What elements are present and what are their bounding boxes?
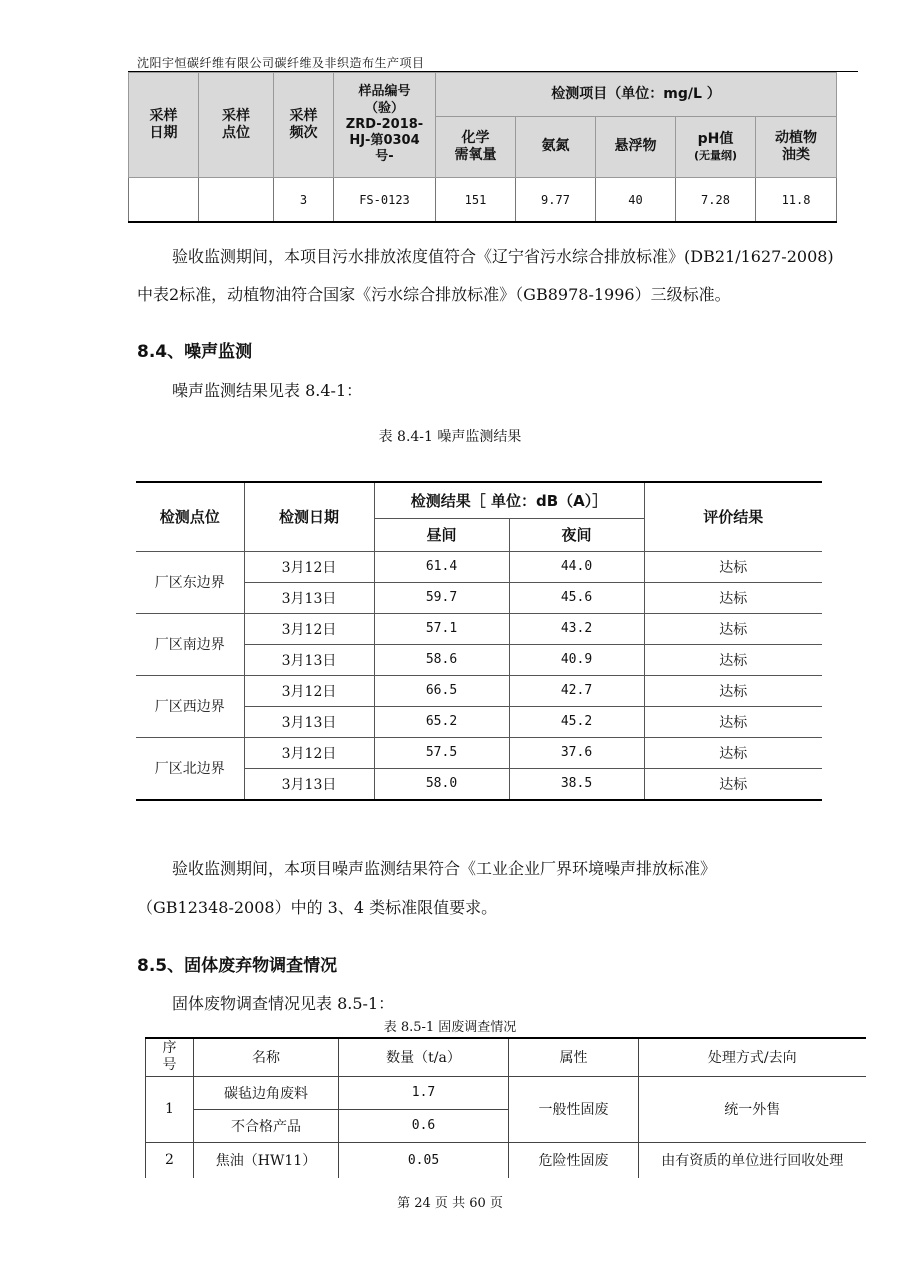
table-row [136, 551, 822, 582]
water-conclusion-line1: 验收监测期间，本项目污水排放浓度值符合《辽宁省污水综合排放标准》(DB21/1627-2008) [172, 247, 834, 266]
cell-waste-qty: 1.7 [339, 1076, 509, 1109]
cell-noise-point: 厂区西边界 [136, 675, 244, 737]
header-noise-date: 检测日期 [244, 482, 374, 551]
cell-ph: 7.28 [676, 178, 756, 223]
header-noise-day: 昼间 [374, 518, 509, 551]
cell-noise-night: 45.2 [509, 706, 644, 737]
cell-noise-day: 66.5 [374, 675, 509, 706]
cell-noise-day: 58.0 [374, 768, 509, 800]
cell-waste-name: 碳毡边角废料 [194, 1076, 339, 1109]
cell-noise-night: 42.7 [509, 675, 644, 706]
cell-waste-disposal: 由有资质的单位进行回收处理 [639, 1142, 866, 1178]
cell-waste-qty: 0.6 [339, 1109, 509, 1142]
water-quality-table [128, 72, 837, 223]
cell-noise-day: 57.1 [374, 613, 509, 644]
header-ammonia: 氨氮 [516, 117, 596, 178]
table-row [146, 1142, 866, 1178]
cell-ammonia: 9.77 [516, 178, 596, 223]
cell-noise-date: 3月12日 [244, 675, 374, 706]
header-sampling-point: 采样 点位 [199, 73, 274, 178]
table-row [136, 675, 822, 706]
cell-point [199, 178, 274, 223]
header-noise-result: 检测结果［ 单位：dB（A）］ [374, 482, 644, 518]
page-footer: 第 24 页 共 60 页 [397, 1196, 503, 1211]
noise-conclusion-line2: （GB12348-2008）中的 3、4 类标准限值要求。 [137, 898, 498, 917]
cell-frequency: 3 [274, 178, 334, 223]
cell-cod: 151 [436, 178, 516, 223]
header-ph: pH值 (无量纲) [676, 117, 756, 178]
cell-noise-date: 3月12日 [244, 737, 374, 768]
noise-conclusion-line1: 验收监测期间，本项目噪声监测结果符合《工业企业厂界环境噪声排放标准》 [172, 859, 717, 878]
table-row [136, 613, 822, 644]
cell-waste-attr: 一般性固废 [509, 1076, 639, 1142]
cell-noise-eval: 达标 [644, 768, 822, 800]
header-waste-no: 序 号 [146, 1038, 194, 1076]
cell-waste-no: 2 [146, 1142, 194, 1178]
cell-noise-point: 厂区南边界 [136, 613, 244, 675]
noise-table [136, 481, 822, 801]
header-sampling-date: 采样 日期 [129, 73, 199, 178]
cell-noise-night: 43.2 [509, 613, 644, 644]
cell-waste-no: 1 [146, 1076, 194, 1142]
table-row [129, 178, 837, 223]
header-noise-eval: 评价结果 [644, 482, 822, 551]
cell-noise-night: 37.6 [509, 737, 644, 768]
water-conclusion-line2: 中表2标准，动植物油符合国家《污水综合排放标准》（GB8978-1996）三级标准。 [137, 285, 731, 304]
cell-noise-date: 3月13日 [244, 768, 374, 800]
cell-noise-eval: 达标 [644, 613, 822, 644]
header-test-items: 检测项目（单位：mg/L ） [436, 73, 837, 117]
waste-intro: 固体废物调查情况见表 8.5-1： [172, 994, 395, 1013]
solid-waste-table [145, 1037, 866, 1178]
cell-noise-night: 40.9 [509, 644, 644, 675]
cell-noise-day: 61.4 [374, 551, 509, 582]
cell-noise-point: 厂区北边界 [136, 737, 244, 800]
header-sample-id: 样品编号 （验） ZRD-2018- HJ-第0304 号- [334, 73, 436, 178]
cell-noise-eval: 达标 [644, 551, 822, 582]
table-row [136, 737, 822, 768]
noise-intro: 噪声监测结果见表 8.4-1： [172, 381, 363, 400]
cell-noise-eval: 达标 [644, 675, 822, 706]
header-waste-attr: 属性 [509, 1038, 639, 1076]
header-suspended-solids: 悬浮物 [596, 117, 676, 178]
cell-noise-night: 38.5 [509, 768, 644, 800]
header-noise-point: 检测点位 [136, 482, 244, 551]
header-sampling-frequency: 采样 频次 [274, 73, 334, 178]
cell-noise-eval: 达标 [644, 644, 822, 675]
cell-noise-eval: 达标 [644, 582, 822, 613]
cell-noise-date: 3月12日 [244, 551, 374, 582]
table-row [146, 1076, 866, 1109]
cell-noise-eval: 达标 [644, 737, 822, 768]
cell-noise-day: 58.6 [374, 644, 509, 675]
header-waste-name: 名称 [194, 1038, 339, 1076]
cell-sample-id: FS-0123 [334, 178, 436, 223]
cell-waste-name: 焦油（HW11） [194, 1142, 339, 1178]
cell-waste-name: 不合格产品 [194, 1109, 339, 1142]
cell-noise-night: 44.0 [509, 551, 644, 582]
cell-noise-eval: 达标 [644, 706, 822, 737]
cell-noise-date: 3月13日 [244, 582, 374, 613]
cell-waste-attr: 危险性固废 [509, 1142, 639, 1178]
cell-noise-date: 3月13日 [244, 706, 374, 737]
noise-table-caption: 表 8.4-1 噪声监测结果 [378, 429, 522, 445]
cell-noise-date: 3月12日 [244, 613, 374, 644]
header-waste-qty: 数量（t/a） [339, 1038, 509, 1076]
cell-noise-date: 3月13日 [244, 644, 374, 675]
cell-noise-day: 57.5 [374, 737, 509, 768]
header-noise-night: 夜间 [509, 518, 644, 551]
cell-suspended-solids: 40 [596, 178, 676, 223]
section-heading-noise: 8.4、噪声监测 [137, 342, 253, 362]
cell-noise-day: 65.2 [374, 706, 509, 737]
cell-waste-disposal: 统一外售 [639, 1076, 866, 1142]
header-oil: 动植物 油类 [756, 117, 837, 178]
running-header: 沈阳宇恒碳纤维有限公司碳纤维及非织造布生产项目 [137, 56, 425, 70]
waste-table-caption: 表 8.5-1 固废调查情况 [383, 1020, 517, 1035]
cell-waste-qty: 0.05 [339, 1142, 509, 1178]
header-waste-disposal: 处理方式/去向 [639, 1038, 866, 1076]
cell-date [129, 178, 199, 223]
header-cod: 化学 需氧量 [436, 117, 516, 178]
cell-noise-point: 厂区东边界 [136, 551, 244, 613]
section-heading-waste: 8.5、固体废弃物调查情况 [137, 956, 338, 976]
cell-noise-day: 59.7 [374, 582, 509, 613]
cell-noise-night: 45.6 [509, 582, 644, 613]
cell-oil: 11.8 [756, 178, 837, 223]
